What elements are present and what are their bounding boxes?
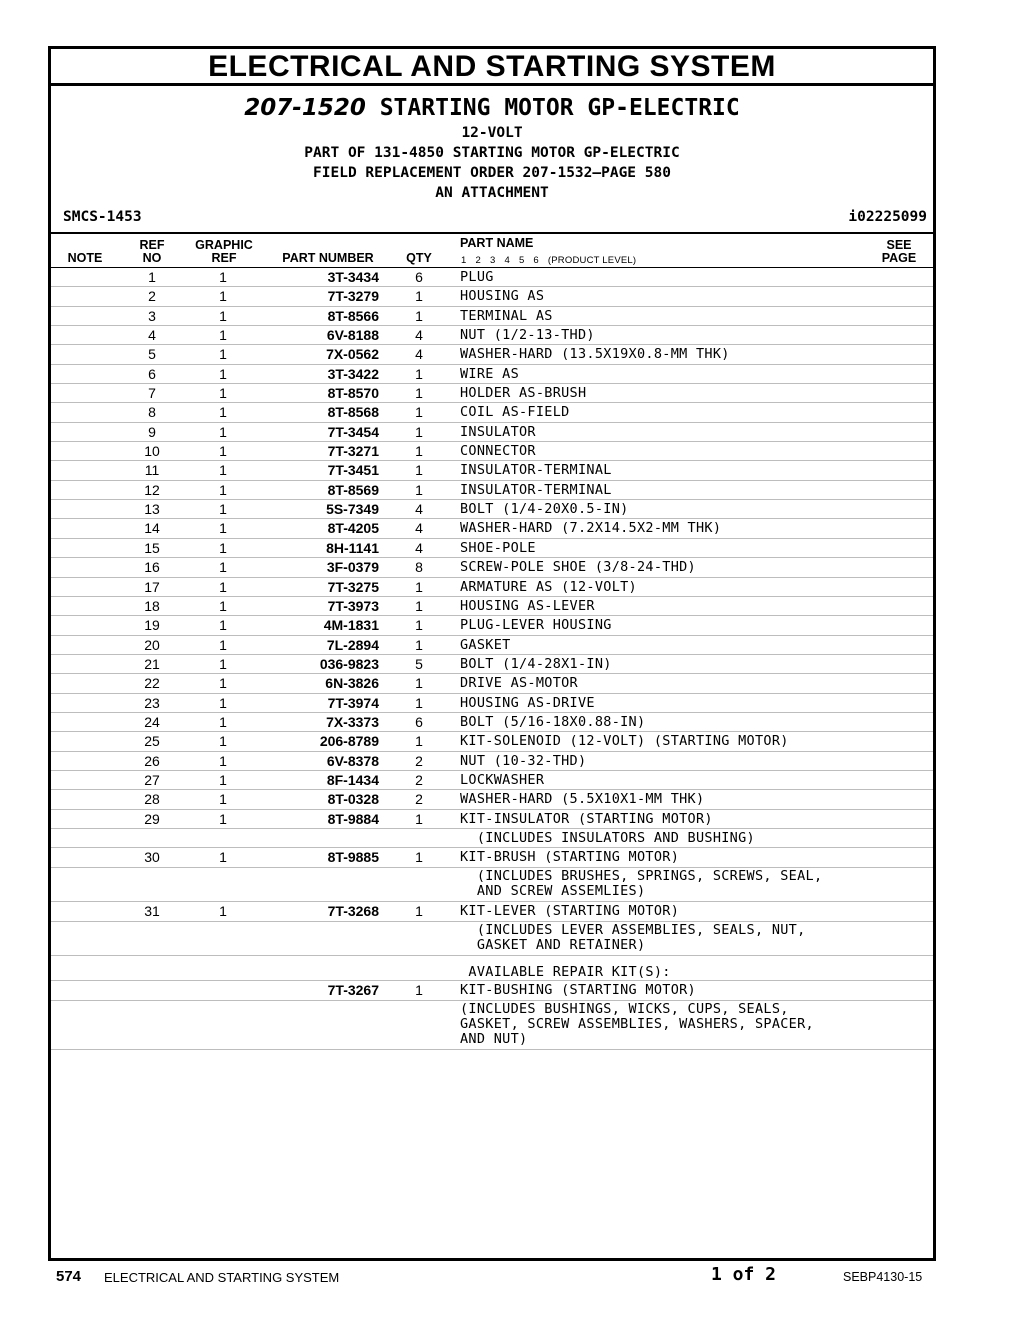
table-row (51, 848, 933, 867)
qty-cell: 1 (415, 733, 423, 750)
graphic-ref-cell: 1 (219, 694, 227, 711)
part-name-cell: LOCKWASHER (460, 771, 545, 788)
graphic-ref-cell: 1 (219, 288, 227, 305)
qty-cell: 4 (415, 346, 423, 363)
part-name-cell: KIT-SOLENOID (12-VOLT) (STARTING MOTOR) (460, 733, 789, 750)
part-number-cell: 7T-3451 (327, 462, 379, 479)
part-name-cell: BOLT (5/16-18X0.88-IN) (460, 713, 646, 730)
ref-no-cell: 24 (144, 713, 160, 730)
part-number-cell: 8T-9884 (327, 810, 379, 827)
part-name-cell: BOLT (1/4-20X0.5-IN) (460, 501, 629, 518)
part-number-cell: 7T-3275 (327, 578, 379, 595)
part-name-cell: KIT-BRUSH (STARTING MOTOR) (460, 849, 680, 866)
table-row (51, 326, 933, 345)
ref-no-cell: 8 (148, 404, 156, 421)
graphic-ref-cell: 1 (219, 771, 227, 788)
graphic-ref-cell: 1 (219, 404, 227, 421)
group-subtitle-field-replacement: FIELD REPLACEMENT ORDER 207-1532—PAGE 580 (313, 165, 671, 181)
table-row (51, 902, 933, 921)
graphic-ref-cell: 1 (219, 597, 227, 614)
ref-no-cell: 6 (148, 365, 156, 382)
part-name-cell: CONNECTOR (460, 443, 536, 460)
part-name-cell: SHOE-POLE (460, 539, 536, 556)
part-number-cell: 206-8789 (319, 733, 379, 750)
level-2: 2 (475, 255, 481, 266)
part-name-cell: (INCLUDES BUSHINGS, WICKS, CUPS, SEALS, GASKET, SCREW ASSEMBLIES, WASHERS, SPACER, AND NUT) (460, 1000, 814, 1047)
table-row (51, 481, 933, 500)
level-3: 3 (489, 255, 496, 266)
table-row (51, 365, 933, 384)
graphic-ref-cell: 1 (219, 713, 227, 730)
part-name-cell: GASKET (460, 636, 511, 653)
page-frame (48, 46, 936, 1261)
part-number-cell: 7T-3268 (327, 903, 379, 920)
ref-no-cell: 11 (144, 462, 160, 479)
graphic-ref-cell: 1 (219, 810, 227, 827)
part-name-cell: BOLT (1/4-28X1-IN) (460, 655, 612, 672)
ref-no-cell: 1 (148, 269, 156, 285)
table-row (51, 287, 933, 306)
col-header-ref-no (129, 239, 175, 265)
graphic-ref-cell: 1 (219, 269, 227, 285)
ref-no-cell: 25 (144, 733, 160, 750)
ref-no-cell: 12 (144, 481, 160, 498)
part-name-cell: WASHER-HARD (13.5X19X0.8-MM THK) (460, 346, 730, 363)
ref-no-cell: 23 (144, 694, 160, 711)
qty-cell: 1 (415, 810, 423, 827)
qty-cell: 4 (415, 539, 423, 556)
qty-cell: 1 (415, 578, 423, 595)
col-header-graphic-ref-line1: GRAPHIC (195, 238, 253, 252)
qty-cell: 4 (415, 501, 423, 518)
col-header-graphic-ref (189, 239, 259, 265)
table-row (51, 461, 933, 480)
level-4: 4 (504, 255, 510, 266)
table-row (51, 423, 933, 442)
header-top-rule (51, 232, 933, 234)
part-number-cell: 6V-8378 (326, 752, 379, 769)
ref-no-cell: 3 (148, 307, 156, 324)
qty-cell: 1 (415, 597, 423, 614)
graphic-ref-cell: 1 (219, 903, 227, 920)
table-row (51, 616, 933, 635)
part-name-cell: INSULATOR-TERMINAL (460, 462, 612, 479)
ref-no-cell: 18 (144, 597, 160, 614)
level-6: 6 (533, 255, 539, 266)
qty-cell: 1 (415, 404, 423, 421)
table-row (51, 442, 933, 461)
table-row (51, 636, 933, 655)
graphic-ref-cell: 1 (219, 636, 227, 653)
part-number-cell: 7L-2894 (326, 636, 379, 653)
table-row (51, 922, 933, 957)
ref-no-cell: 28 (144, 791, 160, 808)
part-name-cell: HOUSING AS (460, 288, 545, 305)
qty-cell: 1 (415, 385, 423, 402)
parts-list (51, 268, 933, 1050)
table-row (51, 578, 933, 597)
part-name-cell: KIT-INSULATOR (STARTING MOTOR) (460, 810, 713, 827)
part-name-cell: KIT-LEVER (STARTING MOTOR) (460, 903, 680, 920)
graphic-ref-cell: 1 (219, 346, 227, 363)
part-number-cell: 3T-3434 (327, 269, 379, 285)
table-row (51, 1001, 933, 1051)
table-row (51, 384, 933, 403)
qty-cell: 5 (415, 655, 423, 672)
part-number-cell: 8T-8569 (327, 481, 379, 498)
qty-cell: 1 (415, 365, 423, 382)
group-header (51, 93, 933, 203)
table-row (51, 403, 933, 422)
ref-no-cell: 21 (144, 655, 160, 672)
graphic-ref-cell: 1 (219, 481, 227, 498)
qty-cell: 2 (415, 752, 423, 769)
part-number-cell: 7T-3279 (327, 288, 379, 305)
graphic-ref-cell: 1 (219, 617, 227, 634)
graphic-ref-cell: 1 (219, 462, 227, 479)
part-name-cell: (INCLUDES INSULATORS AND BUSHING) (460, 829, 755, 846)
part-number-cell: 8T-8566 (327, 307, 379, 324)
part-number-cell: 7T-3974 (327, 694, 379, 711)
graphic-ref-cell: 1 (219, 443, 227, 460)
col-header-graphic-ref-line2: REF (211, 251, 237, 265)
part-name-cell: INSULATOR-TERMINAL (460, 481, 612, 498)
part-name-cell: COIL AS-FIELD (460, 404, 570, 421)
col-header-part-number: PART NUMBER (282, 251, 374, 265)
table-row (51, 771, 933, 790)
part-number-cell: 5S-7349 (326, 501, 379, 518)
group-subtitle-part-of: PART OF 131-4850 STARTING MOTOR GP-ELECTRIC (304, 145, 680, 161)
page-footer (0, 1262, 1020, 1292)
part-number-cell: 7X-3373 (326, 713, 379, 730)
part-name-cell: (INCLUDES BRUSHES, SPRINGS, SCREWS, SEAL, AND SCREW ASSEMLIES) (476, 867, 823, 899)
graphic-ref-cell: 1 (219, 578, 227, 595)
ref-no-cell: 16 (144, 559, 160, 576)
part-name-cell: ARMATURE AS (12-VOLT) (460, 578, 637, 595)
col-header-see-page-line2: PAGE (881, 251, 917, 265)
part-name-cell: HOUSING AS-DRIVE (460, 694, 595, 711)
table-row (51, 268, 933, 287)
table-row (51, 829, 933, 848)
qty-cell: 1 (415, 675, 423, 692)
ref-no-cell: 2 (148, 288, 156, 305)
graphic-ref-cell: 1 (219, 752, 227, 769)
qty-cell: 1 (415, 694, 423, 711)
part-name-cell: NUT (10-32-THD) (460, 752, 587, 769)
table-row (51, 732, 933, 751)
part-number-cell: 7T-3973 (327, 597, 379, 614)
ref-no-cell: 7 (148, 385, 156, 402)
ref-no-cell: 20 (144, 636, 160, 653)
graphic-ref-cell: 1 (219, 385, 227, 402)
part-number-cell: 4M-1831 (323, 617, 379, 634)
ref-no-cell: 17 (144, 578, 160, 595)
graphic-ref-cell: 1 (219, 307, 227, 324)
qty-cell: 1 (415, 849, 423, 866)
qty-cell: 1 (415, 903, 423, 920)
qty-cell: 1 (415, 443, 423, 460)
part-name-cell: KIT-BUSHING (STARTING MOTOR) (460, 982, 696, 999)
graphic-ref-cell: 1 (219, 791, 227, 808)
part-number-cell: 6V-8188 (326, 327, 379, 344)
ref-no-cell: 22 (144, 675, 160, 692)
table-row (51, 558, 933, 577)
ref-no-cell: 5 (148, 346, 156, 363)
part-name-cell: SCREW-POLE SHOE (3/8-24-THD) (460, 559, 696, 576)
part-number-cell: 7T-3267 (327, 982, 379, 999)
ref-no-cell: 14 (144, 520, 160, 537)
part-number-cell: 8T-0328 (327, 791, 379, 808)
graphic-ref-cell: 1 (219, 733, 227, 750)
col-header-product-levels (461, 255, 645, 266)
part-name-cell: TERMINAL AS (460, 307, 553, 324)
graphic-ref-cell: 1 (219, 675, 227, 692)
qty-cell: 1 (415, 636, 423, 653)
footer-section-title: ELECTRICAL AND STARTING SYSTEM (104, 1270, 340, 1285)
footer-doc-number: SEBP4130-15 (843, 1270, 923, 1284)
group-title (51, 93, 933, 123)
ref-no-cell: 9 (148, 423, 156, 440)
graphic-ref-cell: 1 (219, 327, 227, 344)
part-name-cell: NUT (1/2-13-THD) (460, 327, 595, 344)
ref-no-cell: 15 (144, 539, 160, 556)
ref-no-cell: 30 (144, 849, 160, 866)
col-header-qty: QTY (406, 251, 432, 265)
qty-cell: 1 (415, 617, 423, 634)
footer-page-of: 1 of 2 (711, 1264, 777, 1285)
table-row (51, 655, 933, 674)
qty-cell: 1 (415, 982, 423, 999)
table-row (51, 500, 933, 519)
graphic-ref-cell: 1 (219, 655, 227, 672)
part-name-cell: HOLDER AS-BRUSH (460, 385, 587, 402)
table-row (51, 694, 933, 713)
ref-no-cell: 10 (144, 443, 160, 460)
table-row (51, 713, 933, 732)
part-number-cell: 036-9823 (319, 655, 379, 672)
qty-cell: 6 (415, 713, 423, 730)
table-row (51, 981, 933, 1000)
qty-cell: 1 (415, 462, 423, 479)
level-5: 5 (518, 255, 525, 266)
graphic-ref-cell: 1 (219, 539, 227, 556)
table-row (51, 307, 933, 326)
part-number-cell: 3F-0379 (326, 559, 379, 576)
qty-cell: 1 (415, 288, 423, 305)
ref-no-cell: 31 (144, 903, 160, 920)
part-number-cell: 8H-1141 (326, 539, 379, 556)
part-number-cell: 8T-4205 (327, 520, 379, 537)
qty-cell: 1 (415, 481, 423, 498)
qty-cell: 2 (415, 791, 423, 808)
illustration-id: i02225099 (848, 209, 927, 225)
part-number-cell: 3T-3422 (327, 365, 379, 382)
part-number-cell: 6N-3826 (325, 675, 379, 692)
col-header-see-page-line1: SEE (886, 238, 912, 252)
ref-no-cell: 19 (144, 617, 160, 634)
qty-cell: 8 (415, 559, 423, 576)
ref-no-cell: 29 (144, 810, 160, 827)
col-header-ref-no-line1: REF (139, 238, 165, 252)
table-row (51, 810, 933, 829)
qty-cell: 4 (415, 520, 423, 537)
ref-no-cell: 13 (144, 501, 160, 518)
graphic-ref-cell: 1 (219, 520, 227, 537)
graphic-ref-cell: 1 (219, 365, 227, 382)
col-header-ref-no-line2: NO (142, 251, 162, 265)
group-subtitle-voltage: 12-VOLT (461, 125, 523, 141)
graphic-ref-cell: 1 (219, 501, 227, 518)
ref-no-cell: 26 (144, 752, 160, 769)
level-1: 1 (461, 255, 467, 266)
part-number-cell: 8F-1434 (326, 771, 379, 788)
qty-cell: 2 (415, 771, 423, 788)
part-name-cell: DRIVE AS-MOTOR (460, 675, 578, 692)
col-header-part-name: PART NAME (460, 236, 534, 250)
part-number-cell: 7T-3271 (327, 443, 379, 460)
qty-cell: 4 (415, 327, 423, 344)
product-level-label: (PRODUCT LEVEL) (547, 255, 637, 266)
part-name-cell: PLUG-LEVER HOUSING (460, 617, 612, 634)
group-number: 207-1520 (244, 95, 366, 121)
part-name-cell: WASHER-HARD (7.2X14.5X2-MM THK) (460, 520, 722, 537)
col-header-see-page (869, 239, 929, 265)
part-number-cell: 7X-0562 (326, 346, 379, 363)
part-name-cell: INSULATOR (460, 423, 536, 440)
part-name-cell: WASHER-HARD (5.5X10X1-MM THK) (460, 791, 705, 808)
table-row (51, 790, 933, 809)
table-row (51, 345, 933, 364)
table-row (51, 597, 933, 616)
group-subtitle-attachment: AN ATTACHMENT (435, 185, 549, 201)
part-name-cell: WIRE AS (460, 365, 519, 382)
part-name-cell: (INCLUDES LEVER ASSEMBLIES, SEALS, NUT, GASKET AND RETAINER) (476, 921, 806, 953)
part-number-cell: 8T-8568 (327, 404, 379, 421)
qty-cell: 1 (415, 307, 423, 324)
part-name-cell: PLUG (460, 269, 494, 285)
ref-no-cell: 27 (144, 771, 160, 788)
part-name-cell: AVAILABLE REPAIR KIT(S): (460, 964, 671, 980)
qty-cell: 6 (415, 269, 423, 285)
table-row (51, 752, 933, 771)
graphic-ref-cell: 1 (219, 423, 227, 440)
table-row (51, 539, 933, 558)
part-number-cell: 7T-3454 (327, 423, 379, 440)
part-name-cell: HOUSING AS-LEVER (460, 597, 595, 614)
table-row (51, 674, 933, 693)
graphic-ref-cell: 1 (219, 849, 227, 866)
qty-cell: 1 (415, 423, 423, 440)
graphic-ref-cell: 1 (219, 559, 227, 576)
table-row (51, 519, 933, 538)
footer-page-number: 574 (56, 1268, 82, 1285)
table-row (51, 868, 933, 903)
part-number-cell: 8T-9885 (327, 849, 379, 866)
smcs-code: SMCS-1453 (63, 209, 142, 225)
ref-no-cell: 4 (148, 327, 156, 344)
table-row (51, 956, 933, 981)
group-name: STARTING MOTOR GP-ELECTRIC (379, 95, 740, 121)
system-title: ELECTRICAL AND STARTING SYSTEM (51, 49, 933, 86)
part-number-cell: 8T-8570 (327, 385, 379, 402)
col-header-note: NOTE (67, 251, 103, 265)
